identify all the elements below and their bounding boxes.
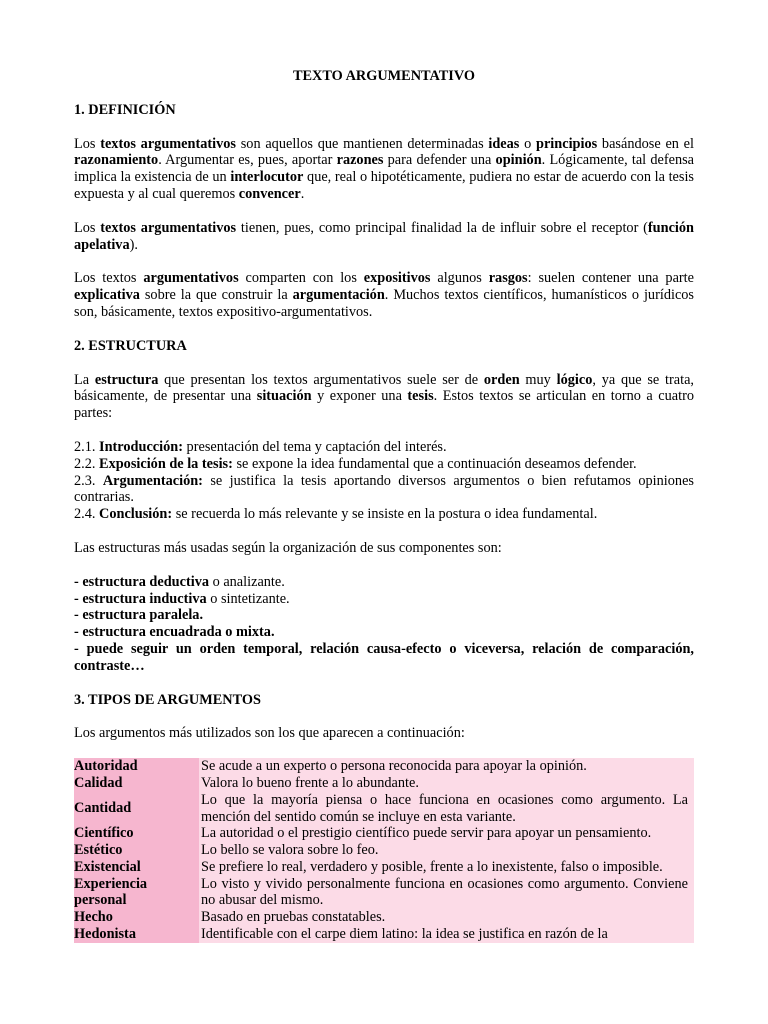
argument-description: La autoridad o el prestigio científico puede servir para apoyar un pensamiento. (199, 825, 694, 842)
bold-term: rasgos (488, 270, 528, 287)
table-row (74, 792, 694, 826)
document-title: TEXTO ARGUMENTATIVO (292, 68, 476, 84)
bold-term: Argumentación: (102, 472, 203, 489)
list-item (74, 456, 694, 473)
argument-description: Lo que la mayoría piensa o hace funciona en ocasiones como argumento. La mención del sentido común se incluye en esta variante. (199, 792, 694, 826)
list-item (74, 473, 694, 507)
text-run: comparten con los (238, 270, 364, 287)
text-run: . Estos textos se articulan en torno a cuatro partes: (74, 388, 694, 422)
argument-term: Calidad (74, 775, 199, 792)
bold-term: - estructura inductiva (74, 590, 207, 607)
bold-term: convencer (238, 185, 301, 202)
text-run: 2.3. (74, 472, 103, 489)
text-run: Los (74, 219, 101, 236)
text-run: y exponer una (311, 388, 408, 405)
table-row (74, 926, 694, 943)
text-run: 2.4. (74, 506, 100, 523)
list-item (74, 641, 694, 675)
paragraph (74, 136, 694, 203)
text-run: basándose en el (597, 135, 694, 152)
list-item (74, 506, 694, 523)
text-run: . Muchos textos científicos, humanísticos o jurídicos son, básicamente, textos expositivo-argumentativos. (74, 287, 694, 320)
paragraph (74, 540, 694, 557)
table-row (74, 909, 694, 926)
bold-term: orden (483, 371, 520, 388)
text-run: se expone la idea fundamental que a continuación deseamos defender. (232, 455, 637, 472)
argument-types-table (74, 758, 694, 943)
argument-description: Se prefiere lo real, verdadero y posible, frente a lo inexistente, falso o imposible. (199, 859, 694, 876)
bold-term: argumentación (292, 287, 385, 304)
table-row (74, 859, 694, 876)
bold-term: ideas (488, 135, 520, 152)
text-run: 2.2. (74, 455, 100, 472)
text-run: Los argumentos más utilizados son los que aparecen a continuación: (74, 725, 465, 742)
bold-term: razonamiento (74, 152, 159, 169)
text-run: que, real o hipotéticamente, pudiera no estar de acuerdo con la tesis expuesta y al cual queremos (74, 169, 694, 202)
table-row (74, 825, 694, 842)
text-run: sobre la que construir la (139, 287, 293, 304)
text-run: Los (74, 135, 101, 152)
table-row (74, 758, 694, 775)
bold-term: textos argumentativos (100, 135, 236, 152)
paragraph (74, 220, 694, 254)
bold-term: función apelativa (74, 219, 694, 253)
bold-term: interlocutor (230, 169, 304, 186)
table-row (74, 876, 694, 910)
argument-description: Identificable con el carpe diem latino: la idea se justifica en razón de la (199, 926, 694, 943)
bold-term: principios (536, 135, 598, 152)
argument-term: Cantidad (74, 792, 199, 826)
bold-term: explicativa (74, 287, 140, 304)
section-heading-tipos: 3. TIPOS DE ARGUMENTOS (74, 691, 261, 708)
argument-term: Autoridad (74, 758, 199, 775)
argument-term: Científico (74, 825, 199, 842)
argument-description: Lo visto y vivido personalmente funciona en ocasiones como argumento. Conviene no abusar del mismo. (199, 876, 694, 910)
bold-term: opinión (495, 152, 542, 169)
list-item (74, 591, 694, 608)
text-run: presentación del tema y captación del interés. (182, 438, 447, 455)
list-item (74, 574, 694, 591)
text-run: : suelen contener una parte (527, 270, 694, 287)
text-run: 2.1. (74, 438, 100, 455)
document-content (74, 68, 694, 943)
argument-description: Basado en pruebas constatables. (199, 909, 694, 926)
text-run: ). (129, 236, 138, 253)
text-run: o analizante. (209, 573, 285, 590)
bold-term: - puede seguir un orden temporal, relación causa-efecto o viceversa, relación de comparación, contraste… (74, 640, 694, 674)
structure-types-list (74, 574, 694, 675)
bold-term: tesis (407, 388, 434, 405)
bold-term: situación (256, 388, 312, 405)
text-run: . Argumentar es, pues, aportar (158, 152, 337, 169)
text-run: se justifica la tesis aportando diversos argumentos o bien refutamos opiniones contrarias. (74, 472, 694, 506)
argument-term: Hecho (74, 909, 199, 926)
text-run: , ya que se trata, básicamente, de presentar una (74, 371, 694, 405)
list-item (74, 439, 694, 456)
table-row (74, 775, 694, 792)
bold-term: razones (336, 152, 384, 169)
bold-term: - estructura deductiva (74, 573, 210, 590)
text-run: La (74, 371, 95, 388)
bold-term: textos argumentativos (100, 219, 237, 236)
argument-term: Existencial (74, 859, 199, 876)
paragraph (74, 725, 694, 742)
text-run: . (300, 185, 305, 202)
argument-term: Estético (74, 842, 199, 859)
text-run: se recuerda lo más relevante y se insiste en la postura o idea fundamental. (172, 506, 598, 523)
text-run: son aquellos que mantienen determinadas (235, 135, 489, 152)
bold-term: Introducción: (99, 438, 183, 455)
text-run: para defender una (383, 152, 496, 169)
text-run: que presentan los textos argumentativos suele ser de (158, 371, 484, 388)
bold-term: - estructura encuadrada o mixta. (74, 624, 275, 641)
bold-term: Exposición de la tesis: (99, 455, 233, 472)
list-item (74, 624, 694, 641)
structure-parts-list (74, 439, 694, 523)
argument-description: Valora lo bueno frente a lo abundante. (199, 775, 694, 792)
text-run: o (519, 135, 536, 152)
argument-description: Lo bello se valora sobre lo feo. (199, 842, 694, 859)
bold-term: expositivos (363, 270, 431, 287)
text-run: algunos (430, 270, 489, 287)
text-run: o sintetizante. (206, 590, 290, 607)
text-run: tienen, pues, como principal finalidad la de influir sobre el receptor ( (236, 219, 648, 236)
section-heading-estructura: 2. ESTRUCTURA (74, 337, 187, 354)
list-item (74, 607, 694, 624)
argument-term: Experiencia personal (74, 876, 199, 910)
text-run: . Lógicamente, tal defensa implica la existencia de un (74, 152, 695, 186)
bold-term: lógico (556, 371, 593, 388)
table-row (74, 842, 694, 859)
text-run: muy (519, 371, 557, 388)
text-run: Los textos (74, 270, 144, 287)
bold-term: argumentativos (143, 270, 239, 287)
bold-term: - estructura paralela. (74, 607, 204, 624)
argument-term: Hedonista (74, 926, 199, 943)
argument-description: Se acude a un experto o persona reconocida para apoyar la opinión. (199, 758, 694, 775)
text-run: Las estructuras más usadas según la organización de sus componentes son: (74, 539, 502, 556)
bold-term: estructura (94, 371, 159, 388)
section-heading-definicion: 1. DEFINICIÓN (74, 101, 176, 118)
bold-term: Conclusión: (99, 506, 173, 523)
paragraph (74, 372, 694, 422)
paragraph (74, 270, 694, 320)
